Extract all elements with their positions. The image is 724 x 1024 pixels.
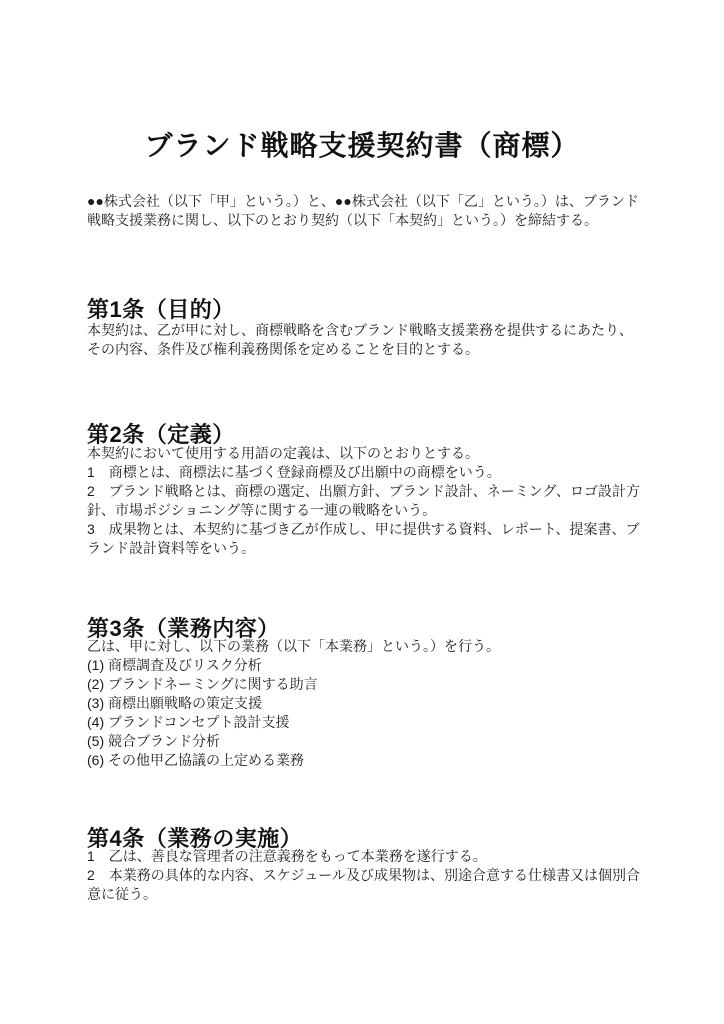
article-3-item-2: (2) ブランドネーミングに関する助言 — [87, 676, 318, 692]
article-2-item-1: 1 商標とは、商標法に基づく登録商標及び出願中の商標をいう。 — [87, 464, 501, 480]
article-3-intro: 乙は、甲に対し、以下の業務（以下「本業務」という。）を行う。 — [87, 638, 500, 654]
article-1-body — [87, 321, 641, 359]
article-2-item-3: 3 成果物とは、本契約に基づき乙が作成し、甲に提供する資料、レポート、提案書、ブランド設計資料等をいう。 — [87, 521, 640, 556]
article-2-body — [87, 444, 641, 558]
article-4-item-2: 2 本業務の具体的な内容、スケジュール及び成果物は、別途合意する仕様書又は個別合意に従う。 — [87, 867, 640, 902]
article-2-intro: 本契約において使用する用語の定義は、以下のとおりとする。 — [87, 445, 479, 461]
preamble-paragraph — [87, 192, 641, 230]
article-3-item-5: (5) 競合ブランド分析 — [87, 733, 220, 749]
article-3-item-6: (6) その他甲乙協議の上定める業務 — [87, 752, 304, 768]
article-3-body — [87, 637, 641, 770]
article-4-heading: 第4条（業務の実施） — [87, 826, 303, 852]
article-1-clause: 本契約は、乙が甲に対し、商標戦略を含むブランド戦略支援業務を提供するにあたり、その内容、条件及び権利義務関係を定めることを目的とする。 — [87, 322, 633, 357]
preamble-text: ●●株式会社（以下「甲」という。）と、●●株式会社（以下「乙」という。）は、ブランド戦略支援業務に関し、以下のとおり契約（以下「本契約」という。）を締結する。 — [87, 193, 639, 228]
article-3-item-4: (4) ブランドコンセプト設計支援 — [87, 714, 290, 730]
article-2-heading: 第2条（定義） — [87, 422, 235, 448]
article-4-item-1: 1 乙は、善良な管理者の注意義務をもって本業務を遂行する。 — [87, 848, 487, 864]
article-2-item-2: 2 ブランド戦略とは、商標の選定、出願方針、ブランド設計、ネーミング、ロゴ設計方針、市場ポジショニング等に関する一連の戦略をいう。 — [87, 483, 640, 518]
document-title: ブランド戦略支援契約書（商標） — [144, 129, 580, 161]
article-3-item-3: (3) 商標出願戦略の策定支援 — [87, 695, 262, 711]
article-4-body — [87, 847, 641, 904]
article-1-heading: 第1条（目的） — [87, 297, 235, 323]
article-3-heading: 第3条（業務内容） — [87, 616, 280, 642]
article-3-item-1: (1) 商標調査及びリスク分析 — [87, 657, 262, 673]
